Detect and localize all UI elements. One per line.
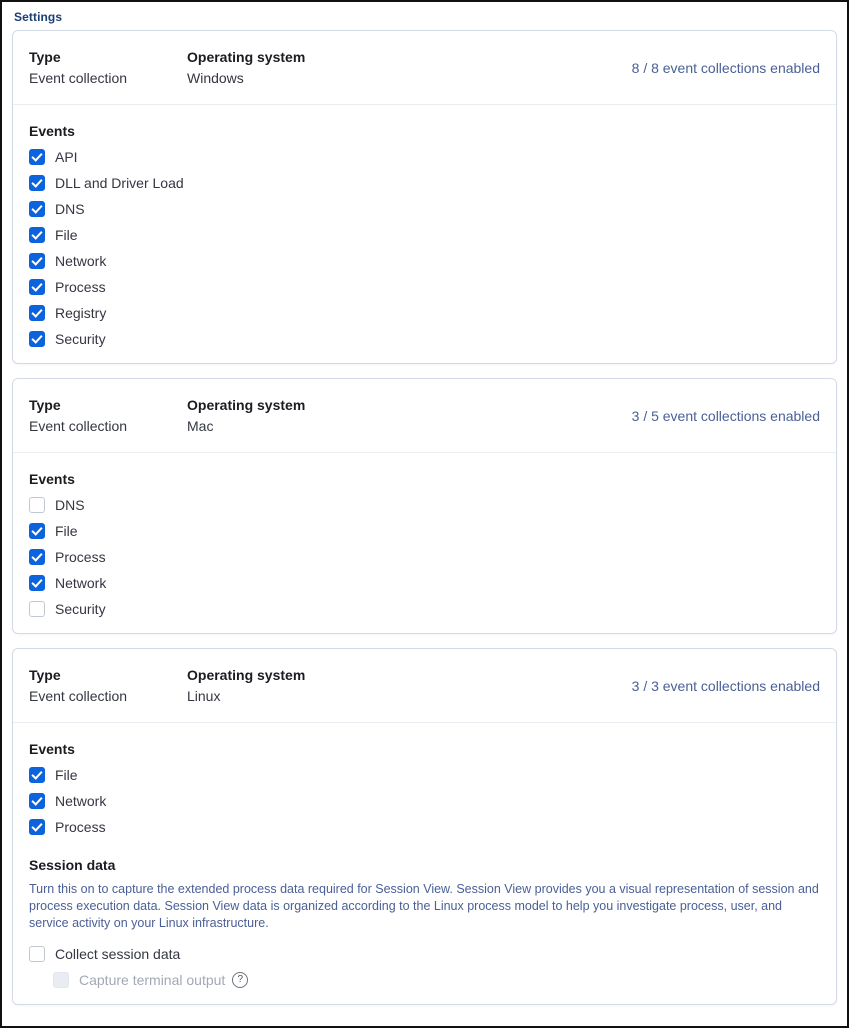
event-checkbox-row[interactable] xyxy=(29,575,820,591)
event-checkbox-row[interactable] xyxy=(29,767,820,783)
event-checkbox-row[interactable] xyxy=(29,227,820,243)
checkbox-checked-icon[interactable] xyxy=(29,201,45,217)
capture-terminal-output-label: Capture terminal output xyxy=(79,972,226,988)
collect-session-data-row[interactable] xyxy=(29,946,820,962)
event-label: Process xyxy=(55,549,106,565)
help-circle-icon[interactable]: ? xyxy=(232,972,248,988)
event-label: Security xyxy=(55,331,106,347)
type-value: Event collection xyxy=(29,688,128,704)
event-checkbox-row[interactable] xyxy=(29,793,820,809)
enabled-count-badge: 3 / 3 event collections enabled xyxy=(631,677,820,694)
settings-heading: Settings xyxy=(14,10,63,24)
checkbox-checked-icon[interactable] xyxy=(29,279,45,295)
event-label: File xyxy=(55,227,78,243)
enabled-count-badge: 3 / 5 event collections enabled xyxy=(631,407,820,424)
checkbox-disabled-icon xyxy=(53,972,69,988)
event-checkbox-row[interactable] xyxy=(29,149,820,165)
os-label: Operating system xyxy=(187,49,306,65)
type-column xyxy=(29,665,147,706)
checkbox-checked-icon[interactable] xyxy=(29,227,45,243)
event-checkbox-row[interactable] xyxy=(29,201,820,217)
panel-header xyxy=(13,649,836,723)
event-checkbox-row[interactable] xyxy=(29,279,820,295)
type-column xyxy=(29,47,147,88)
event-label: Network xyxy=(55,575,107,591)
type-value: Event collection xyxy=(29,70,128,86)
event-label: Process xyxy=(55,279,106,295)
panel-body xyxy=(13,723,836,1004)
event-checkbox-row[interactable] xyxy=(29,253,820,269)
checkbox-checked-icon[interactable] xyxy=(29,149,45,165)
event-checkbox-row[interactable] xyxy=(29,819,820,835)
os-column xyxy=(187,395,305,436)
type-column xyxy=(29,395,147,436)
event-collection-panel-windows xyxy=(12,30,837,364)
event-label: Security xyxy=(55,601,106,617)
type-label: Type xyxy=(29,667,61,683)
checkbox-checked-icon[interactable] xyxy=(29,767,45,783)
session-data-description: Turn this on to capture the extended process data required for Session View. Session View provides you a visual representation of session and process execution data. Session View data is organized according to the Linux process model to help you investigate process, user, and service activity on your Linux infrastructure. xyxy=(29,882,819,930)
checkbox-checked-icon[interactable] xyxy=(29,175,45,191)
event-label: File xyxy=(55,523,78,539)
panel-header xyxy=(13,379,836,453)
checkbox-checked-icon[interactable] xyxy=(29,523,45,539)
event-checkbox-row[interactable] xyxy=(29,549,820,565)
os-column xyxy=(187,665,305,706)
checkbox-unchecked-icon[interactable] xyxy=(29,497,45,513)
event-label: Network xyxy=(55,253,107,269)
os-value: Mac xyxy=(187,418,214,434)
collect-session-data-label: Collect session data xyxy=(55,946,181,962)
event-collection-panel-mac xyxy=(12,378,837,634)
checkbox-checked-icon[interactable] xyxy=(29,253,45,269)
checkbox-checked-icon[interactable] xyxy=(29,549,45,565)
os-value: Linux xyxy=(187,688,221,704)
os-column xyxy=(187,47,305,88)
event-label: DNS xyxy=(55,497,85,513)
event-label: DNS xyxy=(55,201,85,217)
event-checkbox-row[interactable] xyxy=(29,175,820,191)
panel-body xyxy=(13,453,836,633)
event-checkbox-row[interactable] xyxy=(29,523,820,539)
event-label: Process xyxy=(55,819,106,835)
panel-body xyxy=(13,105,836,363)
events-title: Events xyxy=(29,471,75,487)
event-checkbox-row[interactable] xyxy=(29,305,820,321)
checkbox-checked-icon[interactable] xyxy=(29,331,45,347)
checkbox-unchecked-icon[interactable] xyxy=(29,601,45,617)
checkbox-checked-icon[interactable] xyxy=(29,819,45,835)
event-label: DLL and Driver Load xyxy=(55,175,184,191)
event-label: Registry xyxy=(55,305,107,321)
os-value: Windows xyxy=(187,70,244,86)
event-checkbox-row[interactable] xyxy=(29,331,820,347)
checkbox-checked-icon[interactable] xyxy=(29,305,45,321)
panel-header xyxy=(13,31,836,105)
type-label: Type xyxy=(29,397,61,413)
session-data-title: Session data xyxy=(29,857,116,873)
checkbox-checked-icon[interactable] xyxy=(29,575,45,591)
capture-terminal-output-row xyxy=(53,972,820,988)
checkbox-checked-icon[interactable] xyxy=(29,793,45,809)
event-label: API xyxy=(55,149,78,165)
event-checkbox-row[interactable] xyxy=(29,601,820,617)
events-title: Events xyxy=(29,741,75,757)
type-label: Type xyxy=(29,49,61,65)
os-label: Operating system xyxy=(187,667,306,683)
event-checkbox-row[interactable] xyxy=(29,497,820,513)
events-title: Events xyxy=(29,123,75,139)
os-label: Operating system xyxy=(187,397,306,413)
event-label: File xyxy=(55,767,78,783)
type-value: Event collection xyxy=(29,418,128,434)
event-label: Network xyxy=(55,793,107,809)
checkbox-unchecked-icon[interactable] xyxy=(29,946,45,962)
enabled-count-badge: 8 / 8 event collections enabled xyxy=(631,59,820,76)
event-collection-panel-linux xyxy=(12,648,837,1005)
